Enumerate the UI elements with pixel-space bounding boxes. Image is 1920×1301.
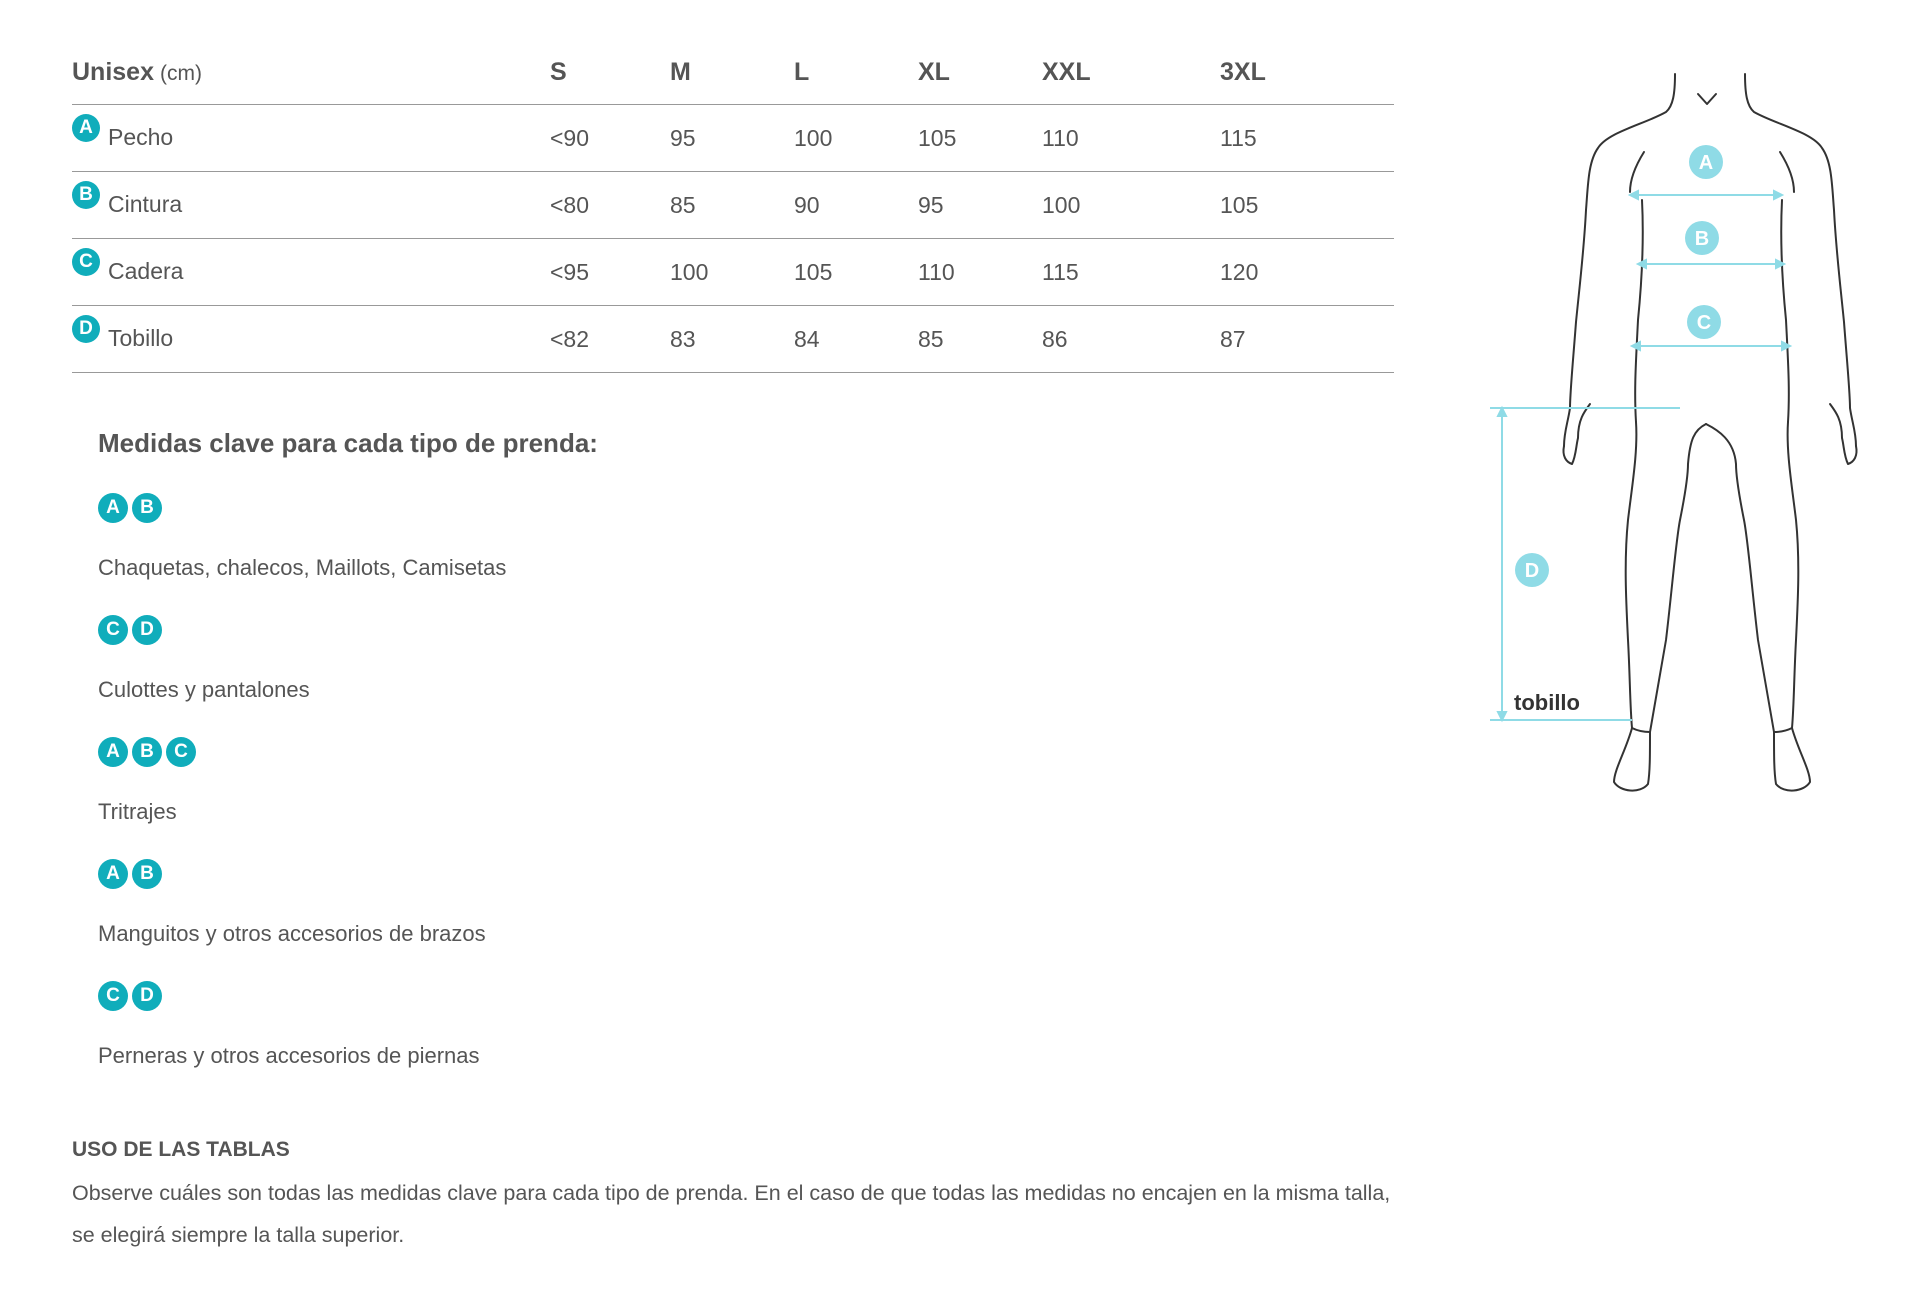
svg-text:B: B [1694,228,1710,250]
cell-value: 83 [670,306,794,373]
size-header-l: L [794,57,810,86]
table-row-pecho [72,105,1394,172]
usage-text: Observe cuáles son todas las medidas clave para cada tipo de prenda. En el caso de que todas las medidas no encajen en la misma talla, se elegirá siempre la talla superior. [72,1181,1391,1247]
badge-d-icon: D [72,315,100,343]
badge-a-icon: A [98,859,128,889]
row-label: D Tobillo [72,306,550,373]
badge-c-icon: C [72,248,100,276]
garment-list: Manguitos y otros accesorios de brazos [98,921,486,946]
badge-d-icon: D [132,981,162,1011]
cell-value: 115 [1220,105,1394,172]
size-header-m: M [670,57,691,86]
key-group-arm-accessories [98,852,1298,954]
table-row-cadera [72,239,1394,306]
row-label: B Cintura [72,172,550,239]
body-measurement-figure [1480,60,1860,800]
row-label: A Pecho [72,105,550,172]
badge-row [98,608,1298,652]
badge-b-icon: B [132,737,162,767]
badge-row [98,974,1298,1018]
cell-value: 95 [918,172,1042,239]
table-row-tobillo [72,306,1394,373]
cell-value: <82 [550,306,670,373]
cell-value: 115 [1042,239,1220,306]
cell-value: <80 [550,172,670,239]
marker-c-icon [1687,305,1721,339]
garment-list: Chaquetas, chalecos, Maillots, Camisetas [98,555,507,580]
marker-b-icon [1685,221,1719,255]
badge-c-icon: C [166,737,196,767]
key-group-culottes [98,608,1298,710]
garment-list: Tritrajes [98,799,177,824]
marker-a-icon [1689,145,1723,179]
cell-value: 105 [794,239,918,306]
cell-value: 105 [1220,172,1394,239]
key-group-jackets [98,486,1298,588]
cell-value: 85 [670,172,794,239]
garment-list: Culottes y pantalones [98,677,310,702]
key-group-trisuits [98,730,1298,832]
body-outline [1563,74,1856,791]
cell-value: 110 [1042,105,1220,172]
svg-text:D: D [1524,560,1540,582]
badge-b-icon: B [132,859,162,889]
badge-a-icon: A [98,493,128,523]
usage-title: USO DE LAS TABLAS [72,1138,290,1161]
cell-value: 95 [670,105,794,172]
size-header-s: S [550,57,567,86]
key-measures-section [98,420,1298,1076]
key-group-leg-accessories [98,974,1298,1076]
badge-a-icon: A [72,114,100,142]
marker-d-icon [1515,553,1549,587]
cell-value: 87 [1220,306,1394,373]
badge-row [98,852,1298,896]
size-header-row [72,40,1394,105]
badge-d-icon: D [132,615,162,645]
ankle-label: tobillo [1514,690,1580,715]
badge-a-icon: A [98,737,128,767]
size-chart-table [72,40,1394,373]
badge-b-icon: B [132,493,162,523]
size-header-xl: XL [918,57,950,86]
usage-section [72,1132,1402,1256]
cell-value: 84 [794,306,918,373]
key-measures-title: Medidas clave para cada tipo de prenda: [98,428,598,458]
measurement-guides [1490,191,1790,720]
table-unit: (cm) [159,61,202,85]
cell-value: 90 [794,172,918,239]
svg-text:C: C [1696,312,1712,334]
badge-row [98,730,1298,774]
cell-value: 100 [794,105,918,172]
cell-value: 100 [670,239,794,306]
cell-value: 85 [918,306,1042,373]
garment-list: Perneras y otros accesorios de piernas [98,1043,480,1068]
cell-value: <95 [550,239,670,306]
cell-value: 120 [1220,239,1394,306]
badge-c-icon: C [98,615,128,645]
badge-c-icon: C [98,981,128,1011]
cell-value: 110 [918,239,1042,306]
cell-value: 86 [1042,306,1220,373]
size-header-xxl: XXL [1042,57,1091,86]
table-title: Unisex (cm) [72,57,202,86]
cell-value: 105 [918,105,1042,172]
badge-b-icon: B [72,181,100,209]
cell-value: <90 [550,105,670,172]
row-label: C Cadera [72,239,550,306]
badge-row [98,486,1298,530]
table-row-cintura [72,172,1394,239]
svg-text:A: A [1698,152,1714,174]
size-header-3xl: 3XL [1220,57,1266,86]
cell-value: 100 [1042,172,1220,239]
